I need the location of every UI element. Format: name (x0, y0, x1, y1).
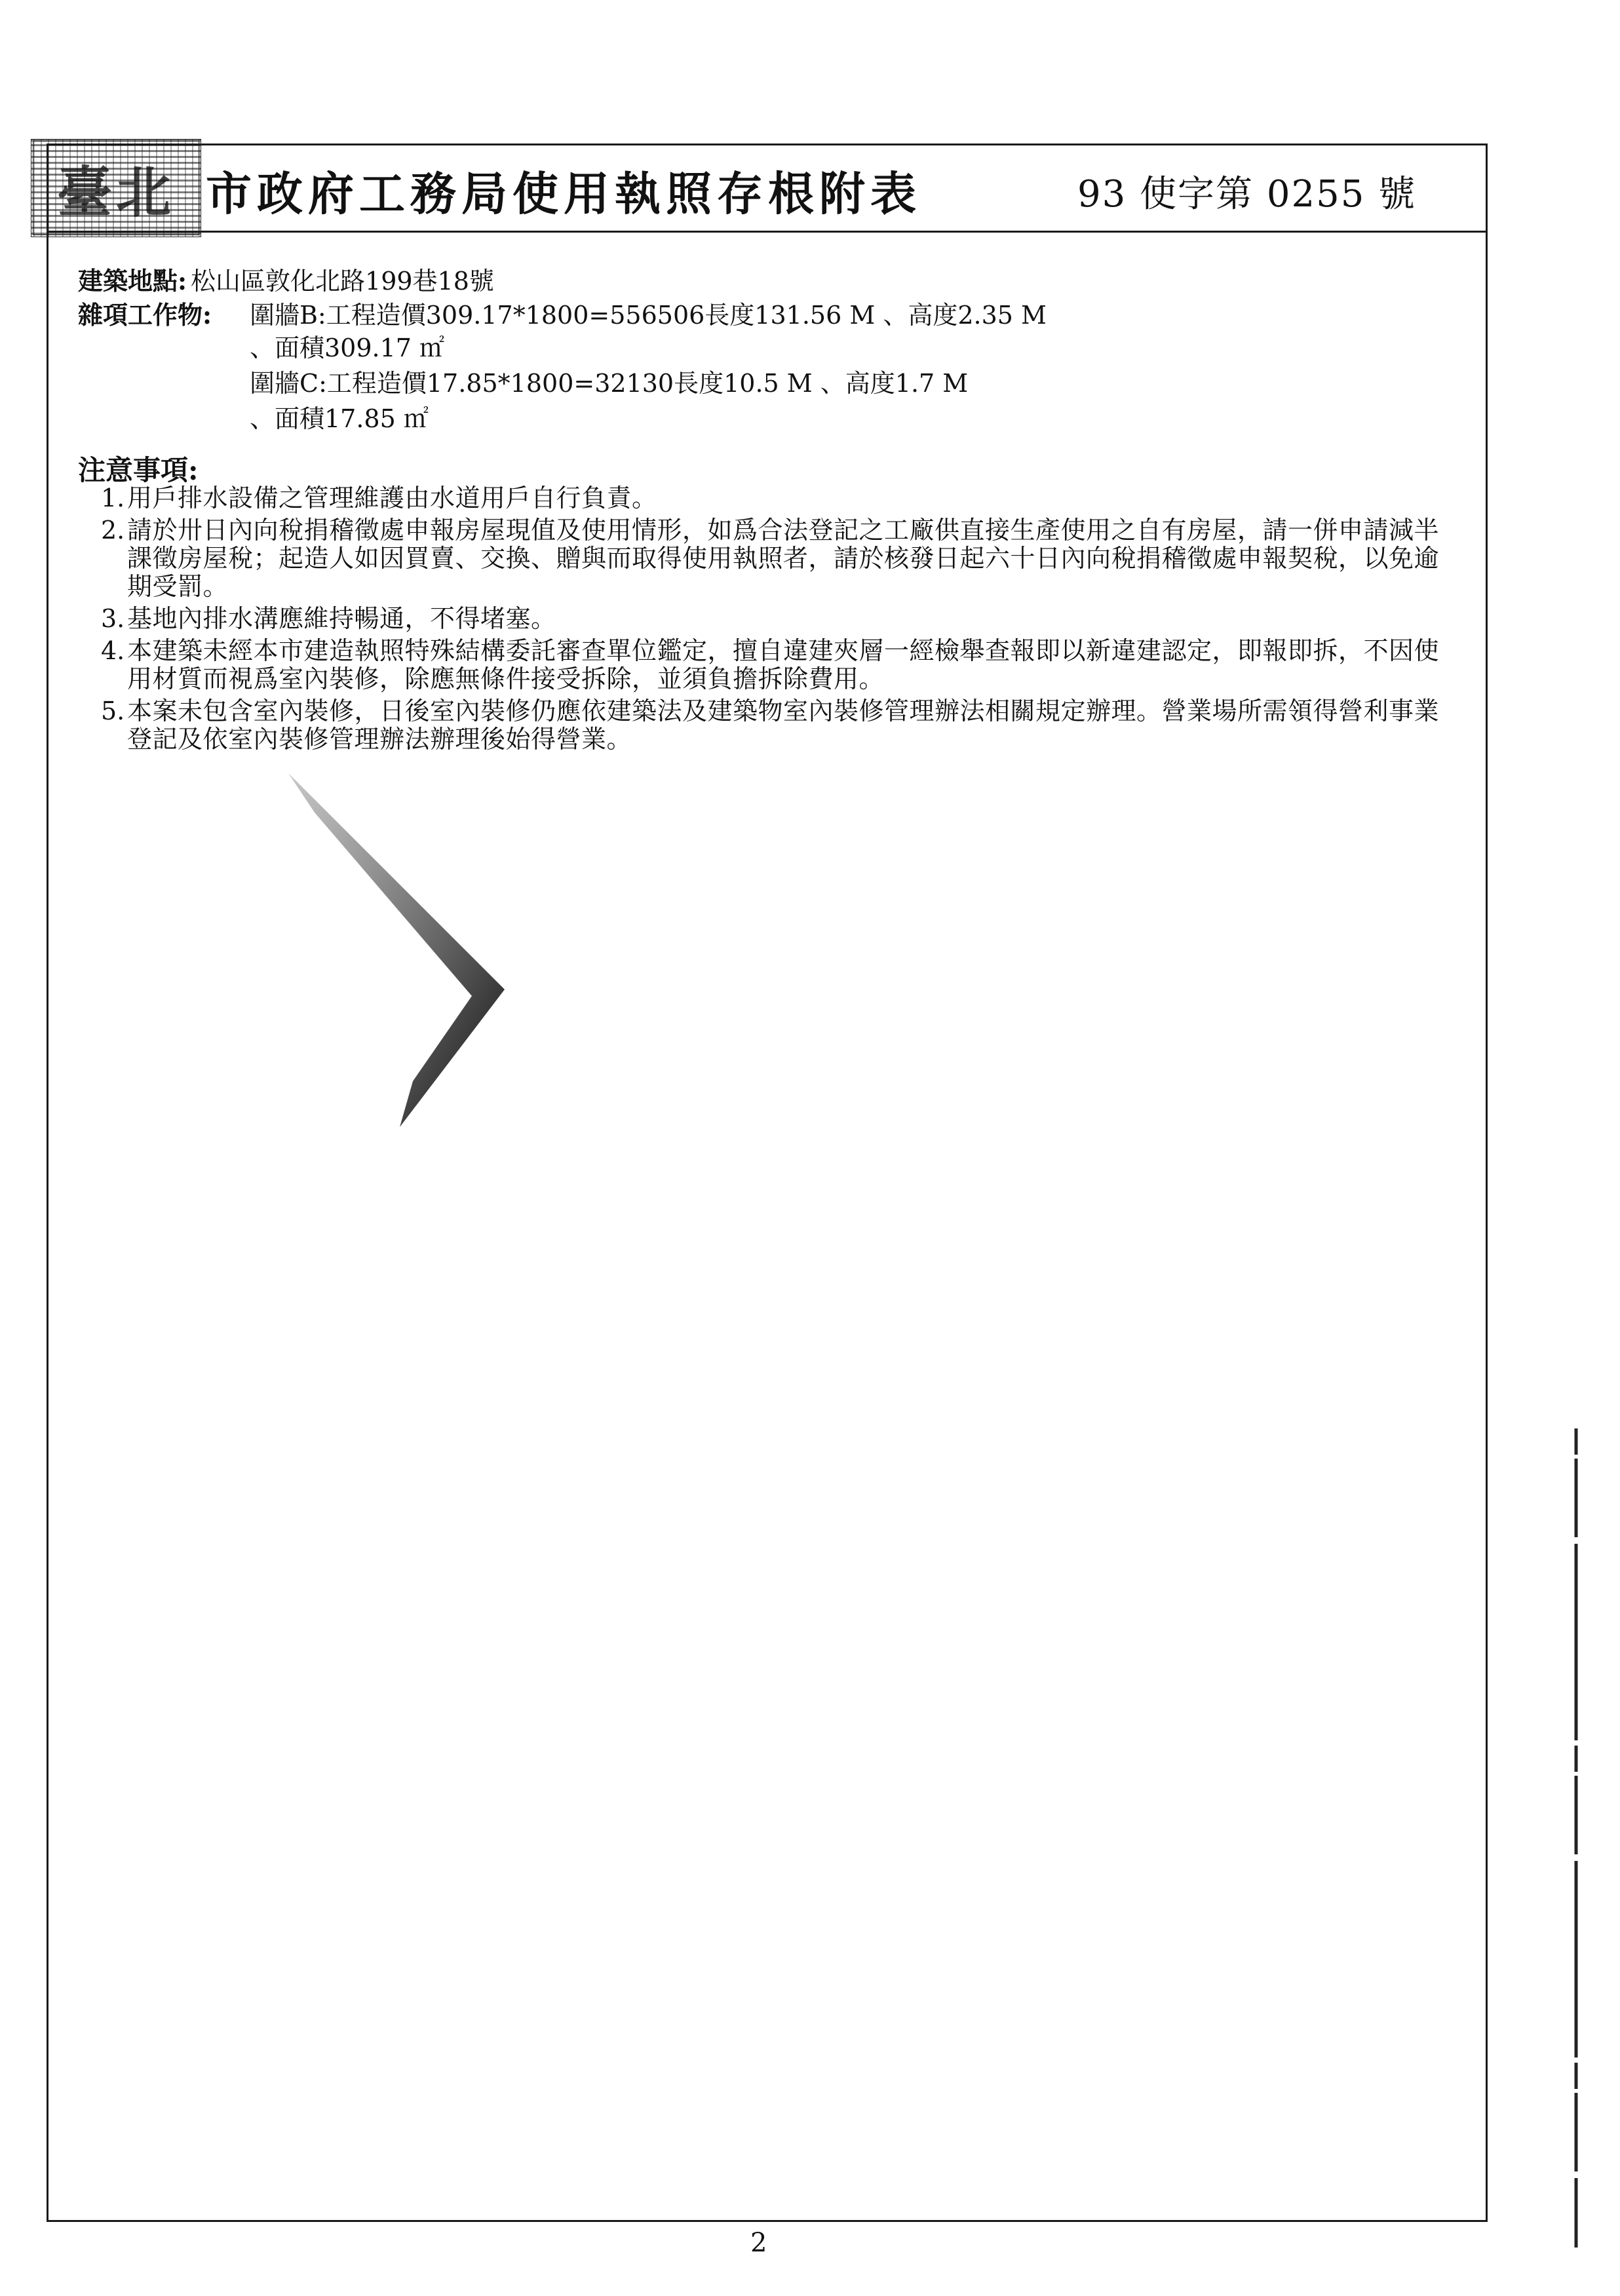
notes-heading: 注意事項: (78, 454, 199, 486)
note-text: 請於卅日內向稅捐稽徵處申報房屋現值及使用情形，如爲合法登記之工廠供直接生產使用之自有房屋，請一併申請減半課徵房屋稅；起造人如因買賣、交換、贈與而取得使用執照者，請於核發日起六十日內向稅捐稽徵處申報契稅，以免逾期受罰。 (127, 516, 1440, 601)
note-item (101, 637, 1464, 693)
note-number: 2. (101, 516, 125, 545)
permit-number: 93 使字第 0255 號 (1077, 173, 1417, 216)
form-content (78, 266, 1480, 754)
note-text: 用戶排水設備之管理維護由水道用戶自行負責。 (127, 484, 657, 512)
scan-artifact-mark (288, 773, 537, 1140)
notes-list (101, 484, 1464, 757)
seal-lettering: 臺北 (56, 159, 175, 225)
misc-works-line: 圍牆B:工程造價309.17*1800=556506長度131.56 M 、高度2.35 M (250, 301, 1047, 330)
note-number: 3. (101, 604, 125, 633)
official-seal (31, 139, 201, 237)
note-item (101, 697, 1464, 754)
misc-works-line: 、面積17.85 ㎡ (250, 404, 429, 433)
location-row (78, 267, 1480, 296)
note-text: 本案未包含室內裝修，日後室內裝修仍應依建築法及建築物室內裝修管理辦法相關規定辦理。營業場所需領得營利事業登記及依室內裝修管理辦法辦理後始得營業。 (127, 697, 1440, 754)
misc-works-line: 圍牆C:工程造價17.85*1800=32130長度10.5 M 、高度1.7 M (250, 369, 969, 398)
location-value: 松山區敦化北路199巷18號 (191, 267, 494, 296)
note-number: 4. (101, 636, 125, 665)
note-number: 1. (101, 484, 125, 512)
note-number: 5. (101, 697, 125, 725)
scan-edge-line (1573, 1428, 1579, 2248)
form-frame (47, 144, 1488, 2222)
note-item (101, 484, 1464, 512)
misc-works-label: 雜項工作物: (78, 300, 212, 330)
header-row (48, 145, 1486, 233)
note-item (101, 516, 1464, 601)
form-title: 市政府工務局使用執照存根附表 (206, 166, 921, 221)
location-label: 建築地點: (78, 266, 187, 296)
note-item (101, 605, 1464, 633)
page-number: 2 (750, 2228, 767, 2258)
misc-works-line: 、面積309.17 ㎡ (250, 334, 445, 362)
note-text: 本建築未經本市建造執照特殊結構委託審查單位鑑定，擅自違建夾層一經檢舉查報即以新違建認定，即報即拆，不因使用材質而視爲室內裝修，除應無條件接受拆除，並須負擔拆除費用。 (127, 636, 1440, 693)
note-text: 基地內排水溝應維持暢通，不得堵塞。 (127, 604, 556, 633)
